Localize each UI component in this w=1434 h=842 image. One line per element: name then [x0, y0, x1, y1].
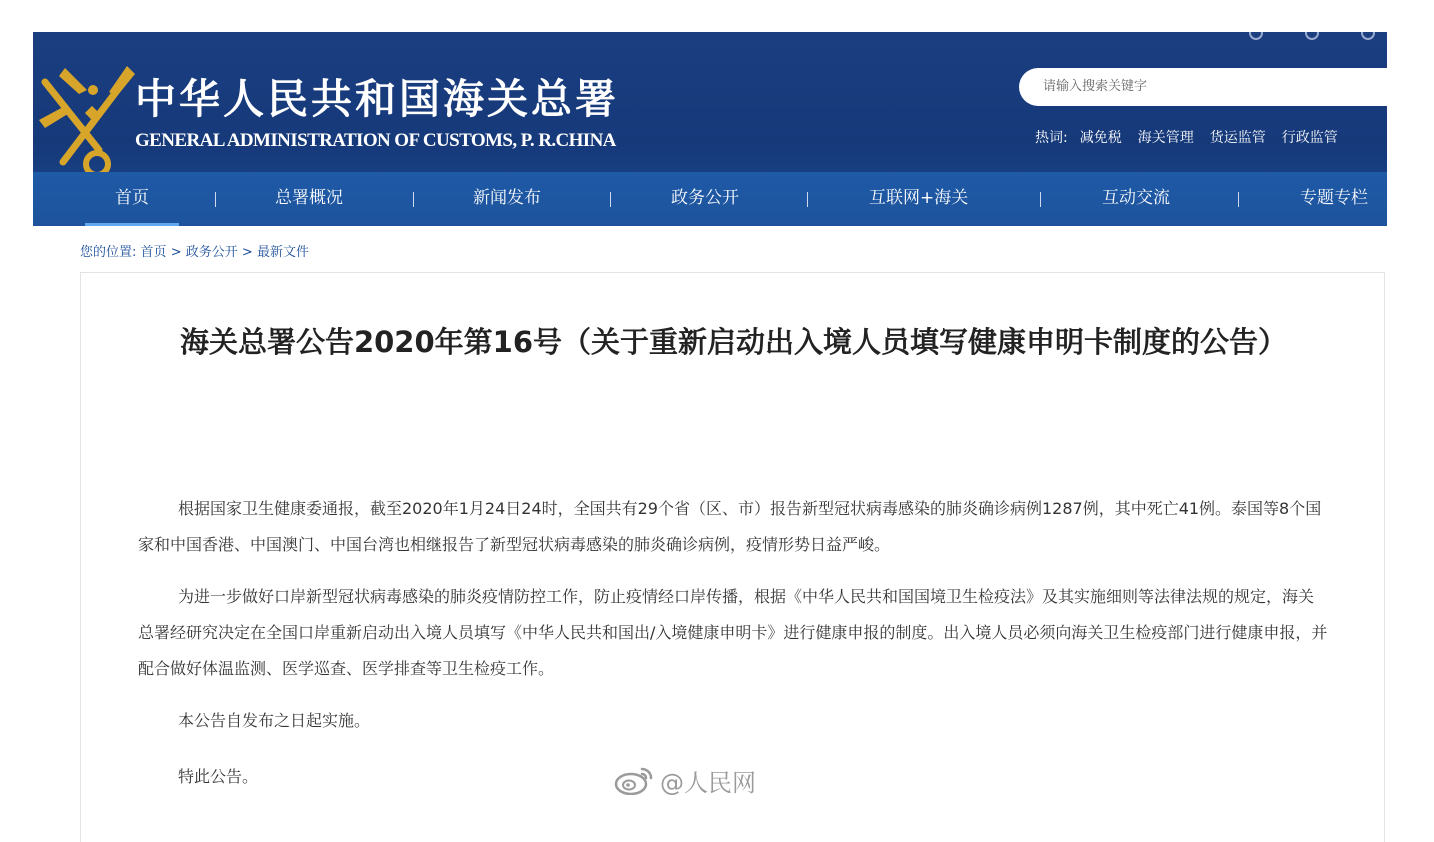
nav-separator [1238, 192, 1239, 207]
search-input[interactable]: 请输入搜索关键字 [1019, 68, 1387, 106]
nav-item-home[interactable]: 首页 [115, 172, 149, 226]
article-paragraph [138, 491, 1328, 563]
main-nav [33, 172, 1387, 226]
nav-separator [610, 192, 611, 207]
paragraph-text: 根据国家卫生健康委通报，截至2020年1月24日24时，全国共有29个省（区、市）报告新型冠状病毒感染的肺炎确诊病例1287例，其中死亡41例。泰国等8个国家和中国香港、中国澳门、中国台湾也相继报告了新型冠状病毒感染的肺炎确诊病例，疫情形势日益严峻。 [138, 499, 1322, 554]
article-title: 海关总署公告2020年第16号（关于重新启动出入境人员填写健康申明卡制度的公告） [179, 325, 1288, 359]
breadcrumb-item-latest-documents[interactable]: 最新文件 [256, 245, 309, 260]
nav-item-interaction[interactable]: 互动交流 [1102, 188, 1170, 208]
article-paragraph [138, 703, 1328, 739]
hot-words [1035, 127, 1338, 147]
language-icon[interactable] [1305, 32, 1319, 40]
hot-words-label: 热词: [1035, 130, 1068, 146]
hot-word-link[interactable]: 减免税 [1079, 130, 1122, 146]
nav-item-internet-customs[interactable]: 互联网+海关 [869, 188, 969, 208]
breadcrumb-item-government-affairs[interactable]: 政务公开 [185, 245, 238, 260]
image-watermark [614, 765, 756, 795]
paragraph-text: 本公告自发布之日起实施。 [178, 711, 371, 730]
breadcrumb-separator: > [241, 245, 253, 260]
paragraph-text: 为进一步做好口岸新型冠状病毒感染的肺炎疫情防控工作，防止疫情经口岸传播，根据《中华人民共和国国境卫生检疫法》及其实施细则等法律法规的规定，海关总署经研究决定在全国口岸重新启动出入境人员填写《中华人民共和国出/入境健康申明卡》进行健康申报的制度。出入境人员必须向海关卫生检疫部门进行健康申报，并配合做好体温监测、医学巡查、医学排查等卫生检疫工作。 [138, 587, 1328, 678]
article-panel [80, 272, 1385, 842]
breadcrumb-prefix: 您的位置: [80, 245, 137, 260]
nav-separator [1040, 192, 1041, 207]
article-paragraph [138, 579, 1328, 687]
customs-emblem-icon[interactable] [35, 62, 147, 178]
nav-item-news[interactable]: 新闻发布 [473, 188, 541, 208]
breadcrumb [80, 241, 309, 260]
breadcrumb-separator: > [170, 245, 182, 260]
nav-item-government-affairs[interactable]: 政务公开 [671, 188, 739, 208]
hot-word-link[interactable]: 行政监管 [1281, 130, 1338, 146]
weibo-icon [614, 765, 654, 795]
paragraph-text: 特此公告。 [178, 767, 259, 786]
mobile-icon[interactable] [1361, 32, 1375, 40]
nav-item-topics[interactable]: 专题专栏 [1300, 188, 1368, 208]
nav-separator [215, 192, 216, 207]
hot-word-link[interactable]: 货运监管 [1209, 130, 1266, 146]
site-header [33, 32, 1387, 226]
site-subtitle-en: GENERAL ADMINISTRATION OF CUSTOMS, P. R.CHINA [135, 130, 616, 151]
site-title[interactable]: 中华人民共和国海关总署 [135, 75, 619, 123]
hot-word-link[interactable]: 海关管理 [1137, 130, 1194, 146]
breadcrumb-item-home[interactable]: 首页 [140, 245, 167, 260]
nav-separator [807, 192, 808, 207]
accessibility-icon[interactable] [1249, 32, 1263, 40]
nav-separator [413, 192, 414, 207]
nav-item-overview[interactable]: 总署概况 [275, 188, 343, 208]
watermark-text: @人民网 [660, 768, 756, 797]
top-utility-icons [1249, 32, 1375, 40]
